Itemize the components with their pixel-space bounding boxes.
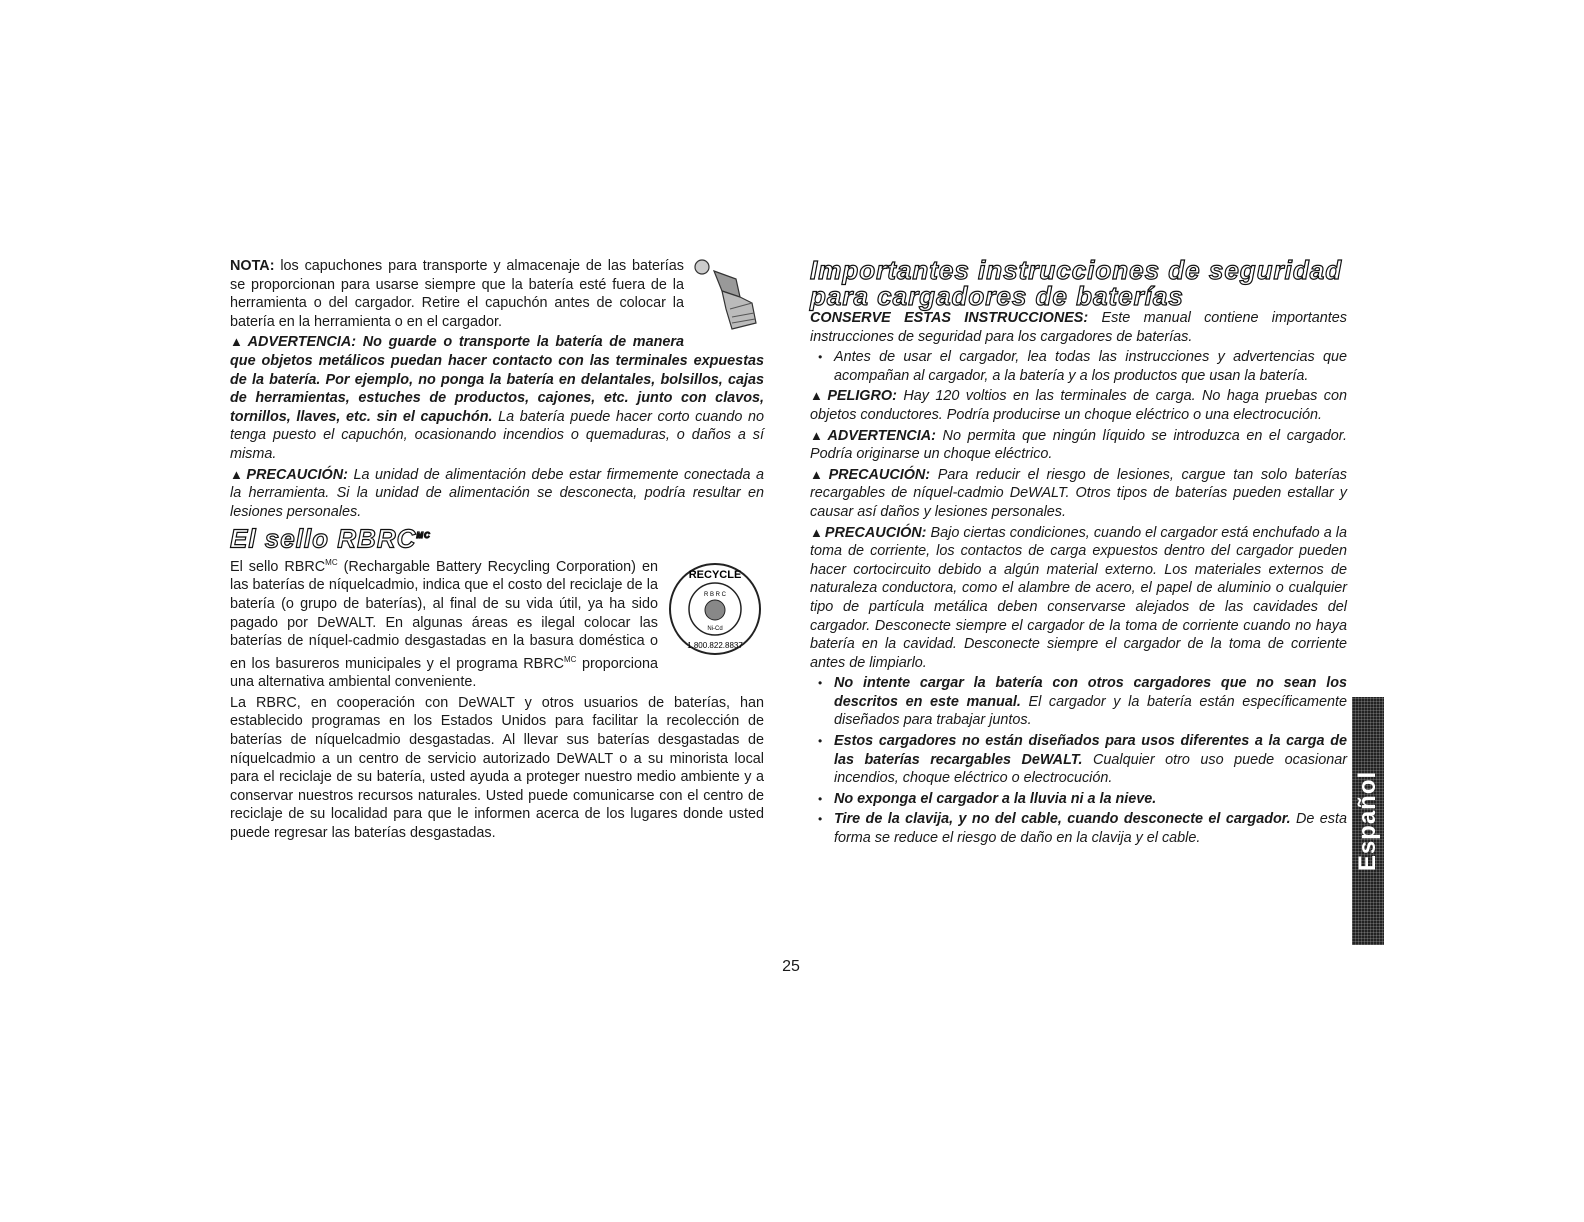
seal-top-text: RECYCLE (688, 568, 742, 581)
warning-icon: ▲ (810, 388, 826, 404)
nota-label: NOTA: (230, 258, 275, 274)
nota-text: los capuchones para transporte y almacenaje de las baterías se proporcionan para usarse siempre que la batería esté fuera de la herramienta o del cargador. Retire el capuchón antes de colocar la batería en la herramienta o en el cargador. (230, 258, 684, 330)
precaucion-paragraph (230, 466, 764, 522)
warning-icon: ▲ (810, 427, 826, 443)
battery-cap-illustration (692, 257, 764, 335)
advertencia-text: La batería puede hacer corto cuando no tenga puesto el capuchón, ocasionando incendios o quemaduras, o daños a sí misma. (230, 408, 764, 462)
sello-paragraph-2: La RBRC, en cooperación con DeWALT y otros usuarios de baterías, han establecido programas en los Estados Unidos para facilitar la recolección de baterías de níquelcadmio desgastadas. Al llevar sus baterías desgastadas de níquelcadmio a un centro de servicio autorizado DeWALT o a su minorista local para el reciclaje de su batería, usted ayuda a proteger nuestro medio ambiente y a conservar nuestros recursos naturales. Usted puede comunicarse con el centro de reciclaje de su localidad para que le informen acerca de los lugares donde usted puede regresar las baterías desgastadas. (230, 694, 764, 841)
warning-icon: ▲ (230, 334, 246, 350)
page-number: 25 (782, 958, 800, 975)
rbrc-recycle-seal (666, 560, 764, 658)
heading-line-2: para cargadores de baterías (810, 281, 1184, 311)
sello-paragraph-1: El sello $RBRC^{MC}$ (Rechargable Battery Recycling Corporation) en las baterías de níquelcadmio, indica que el costo del reciclaje de la batería (o grupo de baterías), al final de su vida útil, ya ha sido pagado por DeWALT. En algunas áreas es ilegal colocar las baterías de níquel-cadmio desgastadas en la basura doméstica o en los basureros municipales y el programa $RBRC^{MC}$ proporciona una alternativa ambiental conveniente. (230, 557, 658, 691)
side-tab-label: Español (1354, 770, 1381, 872)
warning-icon: ▲ (810, 466, 827, 482)
seal-inner-bottom: Ni-Cd (707, 625, 723, 632)
advertencia-paragraph (230, 333, 764, 463)
list-item: • No exponga el cargador a la lluvia ni a la nieve. (810, 790, 1347, 809)
warning-icon: ▲ (810, 524, 823, 540)
precaucion-paragraph-1: ▲ PRECAUCIÓN: Para reducir el riesgo de lesiones, cargue tan solo baterías recargables de níquel-cadmio DeWALT. Otros tipos de baterías pueden estallar y causar así daños y lesiones personales. (810, 466, 1347, 520)
peligro-paragraph: ▲ PELIGRO: Hay 120 voltios en las terminales de carga. No haga pruebas con objetos conductores. Podría producirse un choque eléctrico o una electrocución. (810, 388, 1347, 423)
safety-heading (810, 257, 1347, 309)
seal-bottom-text: 1.800.822.8837 (687, 640, 743, 650)
right-column (810, 257, 1347, 850)
left-column (230, 257, 764, 844)
precaucion-paragraph-2: ▲ PRECAUCIÓN: Bajo ciertas condiciones, cuando el cargador está enchufado a la toma de corriente, los contactos de carga expuestos dentro del cargador pueden hacer cortocircuito debido a algún material externo. Los materiales externos de naturaleza conductora, como el alambre de acero, el papel de aluminio o cualquier tipo de partícula metálica deben conservarse alejados de las cavidades del cargador. Desconecte siempre el cargador de la toma de corriente cuando no haya batería en la cavidad. Desconecte siempre el cargador de la toma de corriente antes de limpiarlo. (810, 524, 1347, 671)
conserve-paragraph: CONSERVE ESTAS INSTRUCCIONES: Este manual contiene importantes instrucciones de seguridad para los cargadores de baterías. (810, 310, 1347, 345)
precaucion-label: PRECAUCIÓN: (246, 466, 348, 483)
list-item: • Estos cargadores no están diseñados para usos diferentes a la carga de las baterías recargables DeWALT. Cualquier otro uso puede ocasionar incendios, choque eléctrico o electrocución. (810, 732, 1347, 788)
bullet-list-2 (810, 674, 1347, 847)
bullet-list-1 (810, 348, 1347, 385)
nota-paragraph (230, 257, 764, 331)
precaucion-text: La unidad de alimentación debe estar firmemente conectada a la herramienta. Si la unidad de alimentación se desconecta, podría resultar en lesiones personales. (230, 466, 764, 520)
language-side-tab (1352, 697, 1384, 945)
sello-heading: El sello $RBRC^{MC}$ (230, 523, 431, 554)
seal-inner-top: R B R C (703, 591, 727, 598)
advertencia-paragraph: ▲ ADVERTENCIA: No permita que ningún líquido se introduzca en el cargador. Podría originarse un choque eléctrico. (810, 427, 1347, 463)
warning-icon: ▲ (230, 466, 245, 482)
heading-line-1: Importantes instrucciones de seguridad (810, 255, 1343, 285)
advertencia-bold: ADVERTENCIA: No guarde o transporte la batería de manera que objetos metálicos puedan hacer contacto con las terminales expuestas de la batería. Por ejemplo, no ponga la batería en delantales, bolsillos, cajas de herramientas, estuches de productos, cajones, etc. junto con clavos, tornillos, llaves, etc. sin el capuchón. (230, 334, 764, 425)
list-item: • Antes de usar el cargador, lea todas las instrucciones y advertencias que acompañan al cargador, a la batería y a los productos que usan la batería. (810, 348, 1347, 385)
list-item: • No intente cargar la batería con otros cargadores que no sean los descritos en este manual. El cargador y la batería están específicamente diseñados para trabajar juntos. (810, 674, 1347, 730)
list-item: • Tire de la clavija, y no del cable, cuando desconecte el cargador. De esta forma se reduce el riesgo de daño en la clavija y el cable. (810, 810, 1347, 847)
